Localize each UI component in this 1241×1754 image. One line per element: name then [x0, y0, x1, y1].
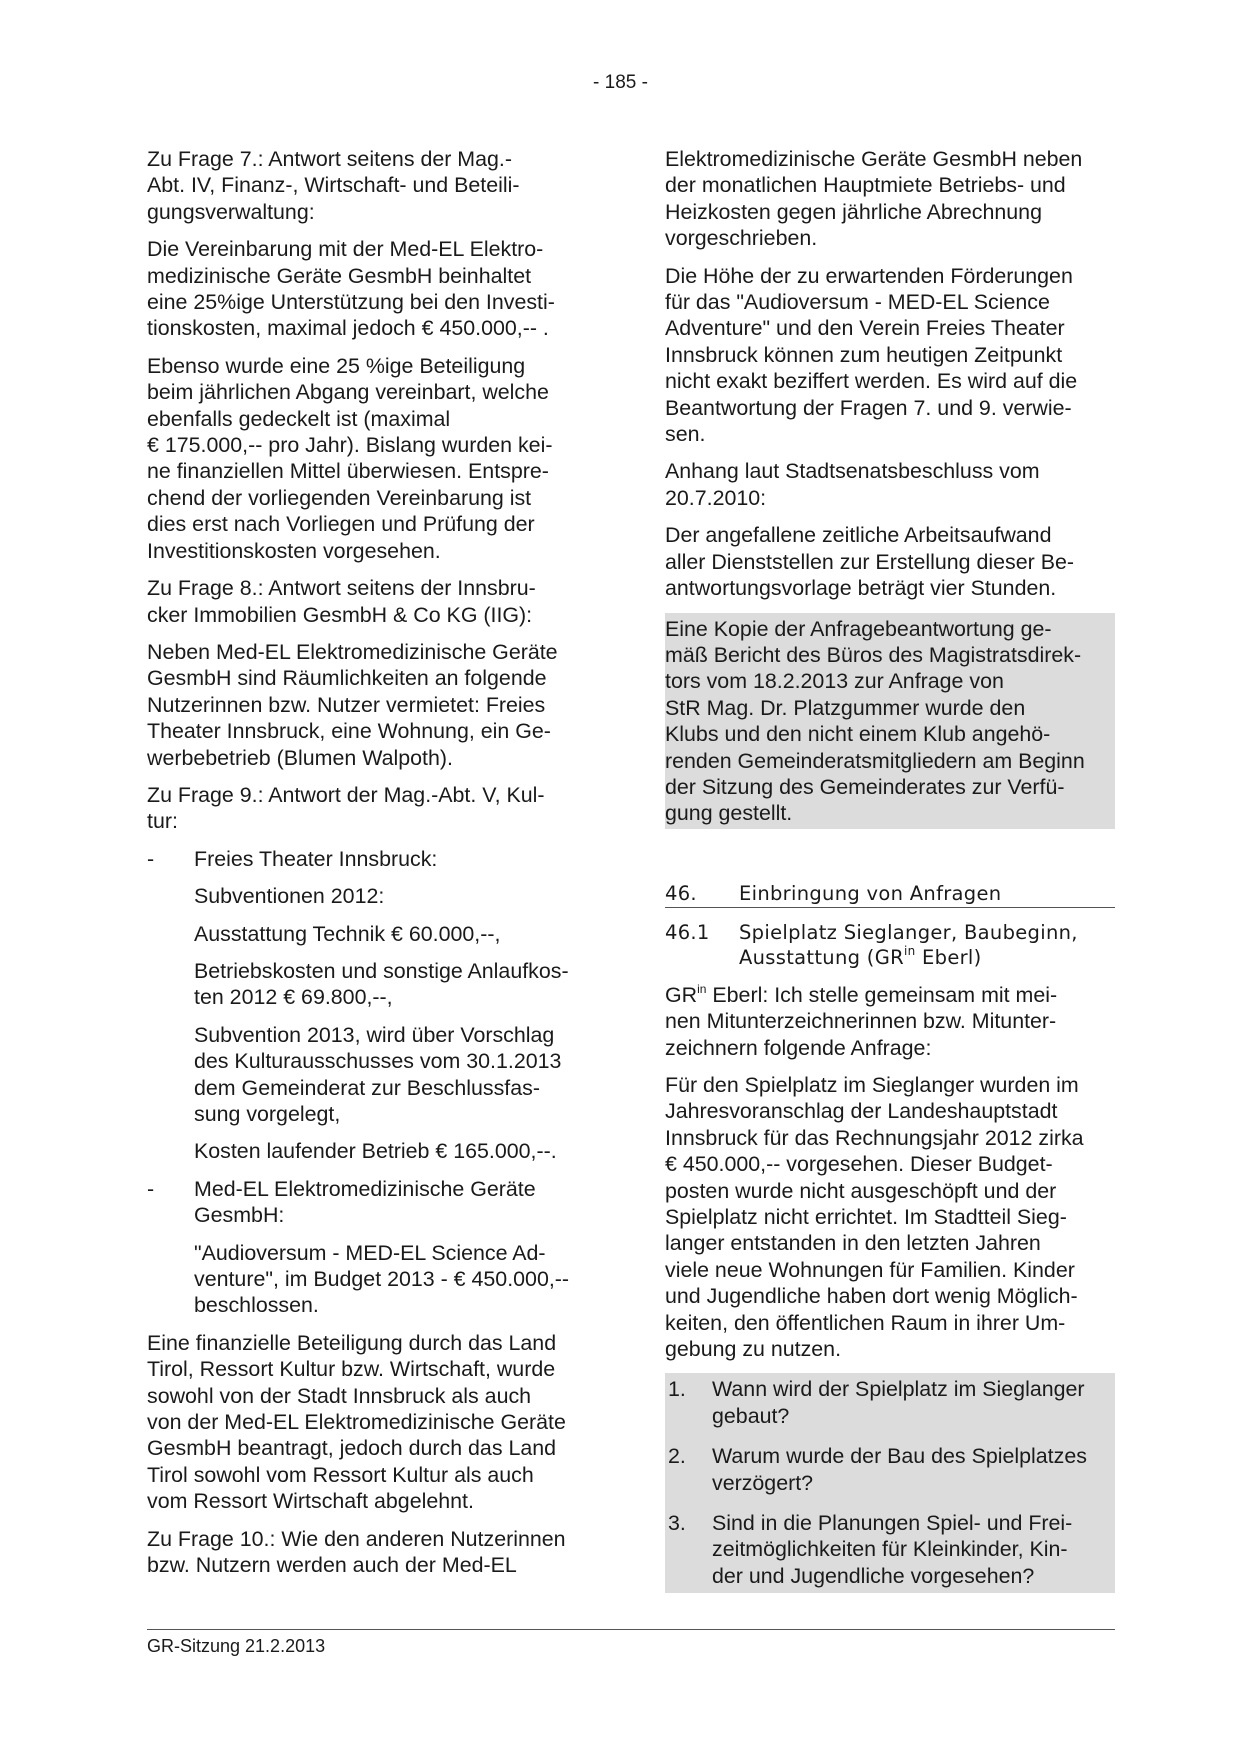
sub-item-audioversum: "Audioversum - MED-EL Science Ad- venture", im Budget 2013 - € 450.000,-- beschlossen. — [194, 1240, 570, 1318]
question-number: 2. — [668, 1444, 686, 1469]
section-heading-46 — [665, 881, 1115, 908]
section-title-line1: Spielplatz Sieglanger, Baubeginn, — [739, 920, 1078, 944]
sub-item-subventionen-2012: Subventionen 2012: — [194, 884, 385, 909]
paragraph-frage7-heading: Zu Frage 7.: Antwort seitens der Mag.- Abt. IV, Finanz-, Wirtschaft- und Beteili- gungsverwaltung: — [147, 147, 520, 224]
paragraph-anfrage-intro: $GR^{in}$ Eberl: Ich stelle gemeinsam mit mei- nen Mitunterzeichnerinnen bzw. Mitunter- zeichnern folgende Anfrage: — [665, 981, 1058, 1060]
question-number: 1. — [668, 1377, 686, 1402]
sub-item-subvention-2013: Subvention 2013, wird über Vorschlag des Kulturausschusses vom 30.1.2013 dem Gemeinderat zur Beschlussfas- sung vorgelegt, — [194, 1022, 562, 1126]
dash-bullet: - — [147, 1176, 155, 1201]
question-list — [665, 1373, 1115, 1593]
sub-item-betriebskosten: Betriebskosten und sonstige Anlaufkos- ten 2012 € 69.800,--, — [194, 958, 569, 1010]
section-title: Einbringung von Anfragen — [739, 881, 1002, 905]
paragraph-heizkosten: Elektromedizinische Geräte GesmbH neben der monatlichen Hauptmiete Betriebs- und Heizkosten gegen jährliche Abrechnung vorgeschrieben. — [665, 147, 1083, 251]
paragraph-frage10: Zu Frage 10.: Wie den anderen Nutzerinnen bzw. Nutzern werden auch der Med-EL — [147, 1526, 566, 1578]
sub-item-kosten-laufender-betrieb: Kosten laufender Betrieb € 165.000,--. — [194, 1139, 557, 1164]
question-3: 3. Sind in die Planungen Spiel- und Frei- zeitmöglichkeiten für Kleinkinder, Kin- der und Jugendliche vorgesehen? — [668, 1511, 1073, 1588]
paragraph-spielplatz: Für den Spielplatz im Sieglanger wurden im Jahresvoranschlag der Landeshauptstadt Innsbruck für das Rechnungsjahr 2012 zirka € 450.000,-- vorgesehen. Dieser Budget- posten wurde nicht ausgeschöpft und der Spielplatz nicht errichtet. Im Stadtteil Sieg- langer entstanden in den letzten Jahren viele neue Wohnungen für Familien. Kinder und Jugendliche haben dort wenig Möglich- keiten, den öffentlichen Raum in ihrer Um- gebung zu nutzen. — [665, 1072, 1084, 1362]
list-item-med-el: - Med-EL Elektromedizinische Geräte GesmbH: — [147, 1176, 536, 1228]
paragraph-foerderungen: Die Höhe der zu erwartenden Förderungen für das "Audioversum - MED-EL Science Adventure" und den Verein Freies Theater Innsbruck können zum heutigen Zeitpunkt nicht exakt beziffert werden. Es wird auf die Beantwortung der Fragen 7. und 9. verwie- sen. — [665, 263, 1078, 447]
question-1: 1. Wann wird der Spielplatz im Sieglanger gebaut? — [668, 1377, 1085, 1428]
page-number: - 185 - — [593, 72, 648, 93]
paragraph-beteiligung: Ebenso wurde eine 25 %ige Beteiligung beim jährlichen Abgang vereinbart, welche ebenfalls gedeckelt ist (maximal € 175.000,-- pro Jahr). Bislang wurden kei- ne finanziellen Mittel überwiesen. Entspre- chend der vorliegenden Vereinbarung ist dies erst nach Vorliegen und Prüfung der Investitionskosten vorgesehen. — [147, 353, 553, 563]
paragraph-finanzielle-beteiligung: Eine finanzielle Beteiligung durch das Land Tirol, Ressort Kultur bzw. Wirtschaft, wurde sowohl von der Stadt Innsbruck als auch von der Med-EL Elektromedizinische Geräte GesmbH beantragt, jedoch durch das Land Tirol sowohl vom Ressort Kultur als auch vom Ressort Wirtschaft abgelehnt. — [147, 1330, 566, 1514]
highlighted-paragraph-kopie: Eine Kopie der Anfragebeantwortung ge- mäß Bericht des Büros des Magistratsdirek- tors vom 18.2.2013 zur Anfrage von StR Mag. Dr. Platzgummer wurde den Klubs und den nicht einem Klub angehö- renden Gemeinderatsmitgliedern am Beginn der Sitzung des Gemeinderates zur Verfü- gung gestellt. — [665, 613, 1115, 829]
dash-bullet: - — [147, 846, 155, 871]
list-item-freies-theater: - Freies Theater Innsbruck: — [147, 846, 438, 871]
section-number: 46. — [665, 881, 697, 905]
sub-item-ausstattung-technik: Ausstattung Technik € 60.000,--, — [194, 921, 501, 946]
question-2: 2. Warum wurde der Bau des Spielplatzes verzögert? — [668, 1444, 1087, 1495]
paragraph-anhang: Anhang laut Stadtsenatsbeschluss vom 20.7.2010: — [665, 459, 1040, 510]
paragraph-raeumlichkeiten: Neben Med-EL Elektromedizinische Geräte GesmbH sind Räumlichkeiten an folgende Nutzerinnen bzw. Nutzer vermietet: Freies Theater Innsbruck, eine Wohnung, ein Ge- werbebetrieb (Blumen Walpoth). — [147, 639, 558, 770]
section-heading-46-1 — [665, 920, 1115, 970]
paragraph-frage8-heading: Zu Frage 8.: Antwort seitens der Innsbru- cker Immobilien GesmbH & Co KG (IIG): — [147, 576, 536, 627]
footer-divider — [147, 1629, 1115, 1630]
section-number: 46.1 — [665, 920, 710, 944]
left-column — [147, 146, 603, 1590]
paragraph-arbeitsaufwand: Der angefallene zeitliche Arbeitsaufwand aller Dienststellen zur Erstellung dieser Be- antwortungsvorlage beträgt vier Stunden. — [665, 523, 1074, 601]
section-title-line2: Ausstattung ($GR^{in}$ Eberl) — [739, 943, 982, 969]
right-column — [665, 146, 1115, 1593]
paragraph-frage9-heading: Zu Frage 9.: Antwort der Mag.-Abt. V, Kul- tur: — [147, 782, 545, 834]
paragraph-vereinbarung: Die Vereinbarung mit der Med-EL Elektro- medizinische Geräte GesmbH beinhaltet eine 25%ige Unterstützung bei den Investi- tionskosten, maximal jedoch € 450.000,-- . — [147, 237, 555, 341]
footer-text: GR-Sitzung 21.2.2013 — [147, 1636, 326, 1656]
question-number: 3. — [668, 1511, 686, 1536]
